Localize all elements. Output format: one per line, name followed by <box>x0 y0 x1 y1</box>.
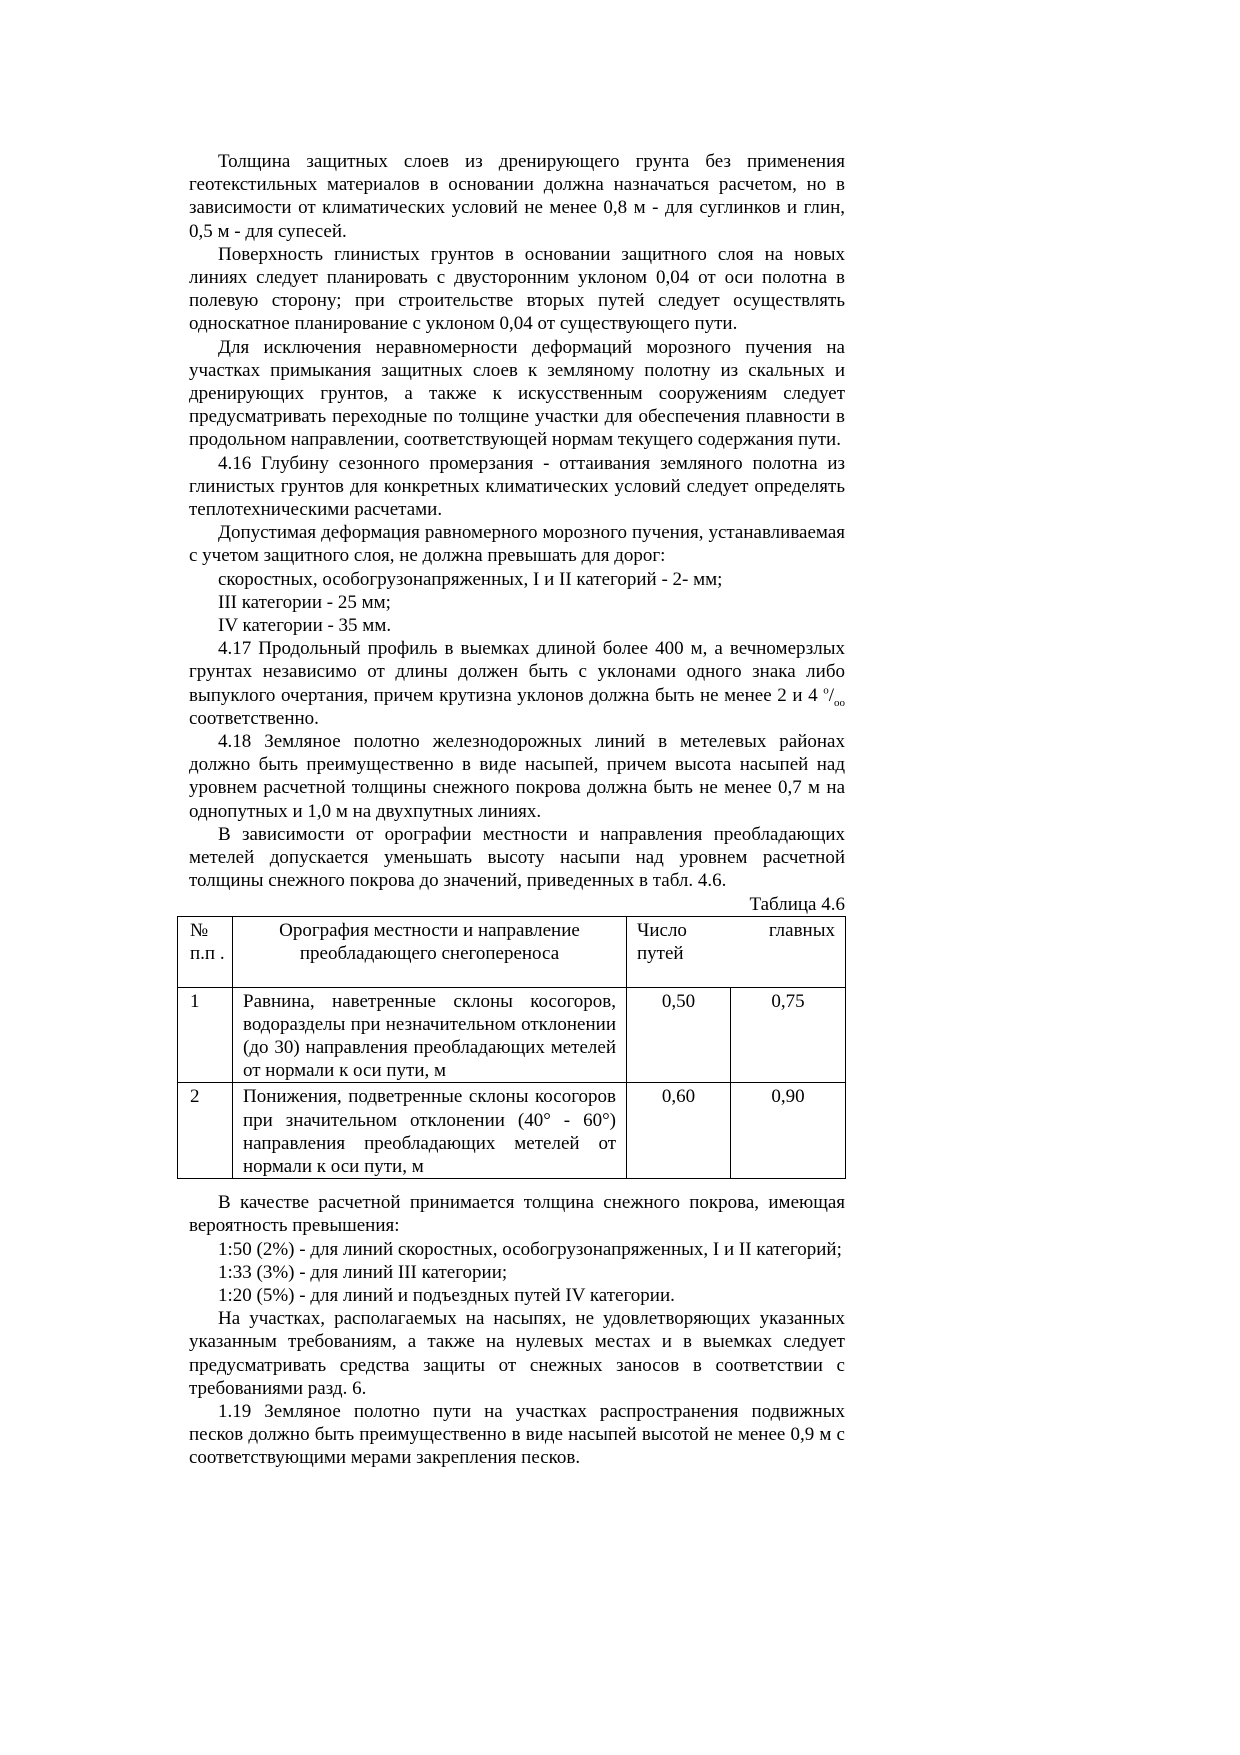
table-caption: Таблица 4.6 <box>749 893 845 915</box>
row-num: 1 <box>178 987 233 1083</box>
table-header-row <box>178 916 846 987</box>
row-value-double: 0,90 <box>731 1083 846 1179</box>
paragraph: Для исключения неравномерности деформаций морозного пучения на участках примыкания защитных слоев к земляному полотну из скальных и дренирующих грунтов, а также к искусственным сооружениям следует предусматривать переходные по толщине участки для обеспечения плавности в продольном направлении, соответствующей нормам текущего содержания пути. <box>189 336 845 451</box>
document-page <box>189 150 845 1470</box>
header-num-text: № п.п . <box>190 919 225 964</box>
paragraph: Толщина защитных слоев из дренирующего грунта без применения геотекстильных материалов в основании должна назначаться расчетом, но в зависимости от климатических условий не менее 0,8 м - для суглинков и глин, 0,5 м - для супесей. <box>189 151 845 242</box>
row-description: Равнина, наветренные склоны косогоров, водоразделы при незначительном отклонении (до 30) направления преобладающих метелей от нормали к оси пути, м <box>233 987 627 1083</box>
paragraph: На участках, располагаемых на насыпях, не удовлетворяющих указанных указанным требованиям, а также на нулевых местах и в выемках следует предусматривать средства защиты от снежных заносов в соответствии с требованиями разд. 6. <box>189 1308 845 1399</box>
paragraph: Поверхность глинистых грунтов в основании защитного слоя на новых линиях следует планировать с двусторонним уклоном 0,04 от оси полотна в полевую сторону; при строительстве вторых путей следует осуществлять односкатное планирование с уклоном 0,04 от существующего пути. <box>189 243 845 335</box>
row-value-single: 0,50 <box>627 987 731 1083</box>
row-value-single: 0,60 <box>627 1083 731 1179</box>
list-item: IV категории - 35 мм. <box>218 615 392 637</box>
header-tracks-line <box>637 919 835 942</box>
paragraph-4-18: 4.18 Земляное полотно железнодорожных линий в метелевых районах должно быть преимущественно в виде насыпей, причем высота насыпей над уровнем расчетной толщины снежного покрова должна быть не менее 0,7 м на однопутных и 1,0 м на двухпутных линиях. <box>189 731 845 822</box>
table-4-6 <box>177 916 846 1180</box>
paragraph: Допустимая деформация равномерного морозного пучения, устанавливаемая с учетом защитного слоя, не должна превышать для дорог: <box>189 522 845 567</box>
permille-sup: о <box>823 684 829 697</box>
header-tracks <box>627 916 846 987</box>
list-item: 1:33 (3%) - для линий III категории; <box>218 1261 508 1283</box>
paragraph: 1:50 (2%) - для линий скоростных, особогрузонапряженных, I и II категорий; <box>218 1238 842 1260</box>
header-tracks-left: Число <box>637 919 687 941</box>
paragraph-4-17-text: 4.17 Продольный профиль в выемках длиной более 400 м, а вечномерзлых грунтах независимо от длины должен быть с уклонами одного знака либо выпуклого очертания, причем крутизна уклонов должна быть не менее 2 и 4 <box>189 638 845 706</box>
permille-slash: / <box>828 684 834 706</box>
header-num <box>178 916 233 987</box>
paragraph-4-17 <box>189 637 845 730</box>
list-item: скоростных, особогрузонапряженных, I и II категорий - 2- мм; <box>218 568 723 590</box>
header-description: Орография местности и направление преобладающего снегопереноса <box>233 916 627 987</box>
permille-sub: оо <box>834 696 845 709</box>
paragraph-1-19: 1.19 Земляное полотно пути на участках распространения подвижных песков должно быть преимущественно в виде насыпей высотой не менее 0,9 м с соответствующими мерами закрепления песков. <box>189 1400 845 1469</box>
paragraph: В качестве расчетной принимается толщина снежного покрова, имеющая вероятность превышения: <box>189 1192 845 1237</box>
row-description: Понижения, подветренные склоны косогоров при значительном отклонении (40° - 60°) направления преобладающих метелей от нормали к оси пути, м <box>233 1083 627 1179</box>
paragraph-4-17-tail: соответственно. <box>189 707 319 729</box>
row-num: 2 <box>178 1083 233 1179</box>
header-tracks-right: главных <box>768 919 835 941</box>
row-value-double: 0,75 <box>731 987 846 1083</box>
header-tracks-second: путей <box>637 942 684 964</box>
table-container <box>177 916 845 1180</box>
list-item: III категории - 25 мм; <box>218 591 391 613</box>
table-row <box>178 987 846 1083</box>
paragraph: В зависимости от орографии местности и направления преобладающих метелей допускается уменьшать высоту насыпи над уровнем расчетной толщины снежного покрова до значений, приведенных в табл. 4.6. <box>189 823 845 892</box>
list-item: 1:20 (5%) - для линий и подъездных путей IV категории. <box>218 1284 675 1306</box>
table-row <box>178 1083 846 1179</box>
spacer <box>189 1179 845 1191</box>
paragraph-4-16: 4.16 Глубину сезонного промерзания - оттаивания земляного полотна из глинистых грунтов для конкретных климатических условий следует определять теплотехническими расчетами. <box>189 452 845 521</box>
